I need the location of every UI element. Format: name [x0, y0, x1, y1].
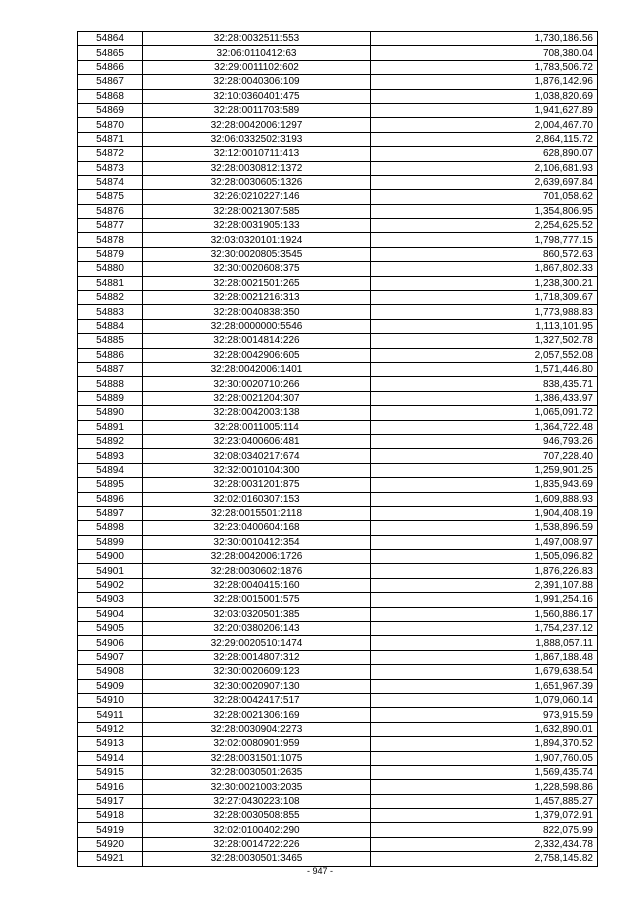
row-number-cell: 54882 — [78, 291, 143, 305]
table-row — [78, 449, 598, 463]
value-cell: 1,783,506.72 — [371, 60, 598, 74]
cadastral-number-cell: 32:28:0014722:226 — [143, 837, 371, 851]
row-number-cell: 54917 — [78, 794, 143, 808]
table-row — [78, 161, 598, 175]
table-row — [78, 391, 598, 405]
table-row — [78, 319, 598, 333]
cadastral-number-cell: 32:30:0020805:3545 — [143, 247, 371, 261]
row-number-cell: 54918 — [78, 809, 143, 823]
value-cell: 1,632,890.01 — [371, 722, 598, 736]
table-row — [78, 406, 598, 420]
row-number-cell: 54874 — [78, 175, 143, 189]
cadastral-number-cell: 32:28:0040306:109 — [143, 75, 371, 89]
value-cell: 2,864,115.72 — [371, 132, 598, 146]
row-number-cell: 54869 — [78, 103, 143, 117]
cadastral-number-cell: 32:23:0400606:481 — [143, 434, 371, 448]
cadastral-number-cell: 32:28:0000000:5546 — [143, 319, 371, 333]
value-cell: 2,254,625.52 — [371, 219, 598, 233]
row-number-cell: 54910 — [78, 693, 143, 707]
cadastral-number-cell: 32:30:0020609:123 — [143, 665, 371, 679]
table-row — [78, 535, 598, 549]
table-row — [78, 276, 598, 290]
value-cell: 1,876,142.96 — [371, 75, 598, 89]
value-cell: 1,560,886.17 — [371, 607, 598, 621]
value-cell: 1,259,901.25 — [371, 463, 598, 477]
page-number: - 947 - — [306, 866, 333, 876]
row-number-cell: 54886 — [78, 348, 143, 362]
row-number-cell: 54877 — [78, 219, 143, 233]
cadastral-number-cell: 32:28:0042006:1726 — [143, 550, 371, 564]
table-row — [78, 794, 598, 808]
row-number-cell: 54899 — [78, 535, 143, 549]
table-row — [78, 103, 598, 117]
table-row — [78, 75, 598, 89]
table-row — [78, 175, 598, 189]
cadastral-number-cell: 32:30:0010412:354 — [143, 535, 371, 549]
cadastral-number-cell: 32:28:0031201:875 — [143, 478, 371, 492]
row-number-cell: 54921 — [78, 852, 143, 866]
table-row — [78, 32, 598, 46]
row-number-cell: 54879 — [78, 247, 143, 261]
table-row — [78, 60, 598, 74]
table-body — [78, 32, 598, 867]
cadastral-number-cell: 32:20:0380206:143 — [143, 622, 371, 636]
cadastral-number-cell: 32:32:0010104:300 — [143, 463, 371, 477]
value-cell: 1,609,888.93 — [371, 492, 598, 506]
table-row — [78, 118, 598, 132]
table-row — [78, 334, 598, 348]
cadastral-number-cell: 32:27:0430223:108 — [143, 794, 371, 808]
cadastral-number-cell: 32:28:0031905:133 — [143, 219, 371, 233]
cadastral-number-cell: 32:28:0011703:589 — [143, 103, 371, 117]
table-row — [78, 679, 598, 693]
table-row — [78, 823, 598, 837]
row-number-cell: 54867 — [78, 75, 143, 89]
cadastral-number-cell: 32:28:0021307:585 — [143, 204, 371, 218]
cadastral-number-cell: 32:28:0030812:1372 — [143, 161, 371, 175]
row-number-cell: 54878 — [78, 233, 143, 247]
table-row — [78, 46, 598, 60]
value-cell: 1,065,091.72 — [371, 406, 598, 420]
row-number-cell: 54864 — [78, 32, 143, 46]
table-row — [78, 247, 598, 261]
value-cell: 1,730,186.56 — [371, 32, 598, 46]
cadastral-number-cell: 32:28:0030501:3465 — [143, 852, 371, 866]
table-row — [78, 693, 598, 707]
table-row — [78, 434, 598, 448]
value-cell: 1,867,188.48 — [371, 650, 598, 664]
row-number-cell: 54866 — [78, 60, 143, 74]
row-number-cell: 54914 — [78, 751, 143, 765]
value-cell: 1,754,237.12 — [371, 622, 598, 636]
table-row — [78, 636, 598, 650]
table-row — [78, 478, 598, 492]
table-row — [78, 722, 598, 736]
value-cell: 2,332,434.78 — [371, 837, 598, 851]
value-cell: 973,915.59 — [371, 708, 598, 722]
value-cell: 1,379,072.91 — [371, 809, 598, 823]
value-cell: 860,572.63 — [371, 247, 598, 261]
table-row — [78, 521, 598, 535]
table-row — [78, 233, 598, 247]
table-row — [78, 607, 598, 621]
value-cell: 1,941,627.89 — [371, 103, 598, 117]
cadastral-number-cell: 32:06:0332502:3193 — [143, 132, 371, 146]
value-cell: 2,004,467.70 — [371, 118, 598, 132]
value-cell: 1,835,943.69 — [371, 478, 598, 492]
row-number-cell: 54904 — [78, 607, 143, 621]
row-number-cell: 54905 — [78, 622, 143, 636]
table-row — [78, 305, 598, 319]
row-number-cell: 54907 — [78, 650, 143, 664]
value-cell: 946,793.26 — [371, 434, 598, 448]
row-number-cell: 54870 — [78, 118, 143, 132]
row-number-cell: 54901 — [78, 564, 143, 578]
cadastral-number-cell: 32:28:0040415:160 — [143, 578, 371, 592]
row-number-cell: 54906 — [78, 636, 143, 650]
row-number-cell: 54887 — [78, 362, 143, 376]
row-number-cell: 54893 — [78, 449, 143, 463]
cadastral-number-cell: 32:30:0020907:130 — [143, 679, 371, 693]
table-row — [78, 708, 598, 722]
cadastral-number-cell: 32:08:0340217:674 — [143, 449, 371, 463]
cadastral-number-cell: 32:28:0042006:1401 — [143, 362, 371, 376]
row-number-cell: 54885 — [78, 334, 143, 348]
value-cell: 707,228.40 — [371, 449, 598, 463]
row-number-cell: 54920 — [78, 837, 143, 851]
value-cell: 1,354,806.95 — [371, 204, 598, 218]
row-number-cell: 54898 — [78, 521, 143, 535]
cadastral-number-cell: 32:28:0015001:575 — [143, 593, 371, 607]
cadastral-number-cell: 32:30:0020608:375 — [143, 262, 371, 276]
row-number-cell: 54903 — [78, 593, 143, 607]
row-number-cell: 54916 — [78, 780, 143, 794]
table-row — [78, 492, 598, 506]
row-number-cell: 54875 — [78, 190, 143, 204]
value-cell: 1,113,101.95 — [371, 319, 598, 333]
value-cell: 1,991,254.16 — [371, 593, 598, 607]
value-cell: 1,907,760.05 — [371, 751, 598, 765]
cadastral-number-cell: 32:28:0042006:1297 — [143, 118, 371, 132]
value-cell: 1,364,722.48 — [371, 420, 598, 434]
table-row — [78, 132, 598, 146]
row-number-cell: 54919 — [78, 823, 143, 837]
row-number-cell: 54868 — [78, 89, 143, 103]
value-cell: 1,718,309.67 — [371, 291, 598, 305]
value-cell: 2,391,107.88 — [371, 578, 598, 592]
cadastral-number-cell: 32:28:0021501:265 — [143, 276, 371, 290]
row-number-cell: 54891 — [78, 420, 143, 434]
cadastral-number-cell: 32:28:0021306:169 — [143, 708, 371, 722]
table-row — [78, 420, 598, 434]
value-cell: 1,569,435.74 — [371, 765, 598, 779]
row-number-cell: 54912 — [78, 722, 143, 736]
row-number-cell: 54892 — [78, 434, 143, 448]
table-row — [78, 262, 598, 276]
table-row — [78, 362, 598, 376]
table-row — [78, 765, 598, 779]
table-row — [78, 204, 598, 218]
table-row — [78, 852, 598, 866]
cadastral-number-cell: 32:10:0360401:475 — [143, 89, 371, 103]
cadastral-value-table — [77, 31, 598, 867]
cadastral-number-cell: 32:06:0110412:63 — [143, 46, 371, 60]
row-number-cell: 54896 — [78, 492, 143, 506]
table-row — [78, 809, 598, 823]
table-row — [78, 650, 598, 664]
cadastral-number-cell: 32:28:0030904:2273 — [143, 722, 371, 736]
cadastral-number-cell: 32:28:0011005:114 — [143, 420, 371, 434]
cadastral-number-cell: 32:02:0160307:153 — [143, 492, 371, 506]
cadastral-number-cell: 32:28:0042417:517 — [143, 693, 371, 707]
value-cell: 701,058.62 — [371, 190, 598, 204]
value-cell: 1,538,896.59 — [371, 521, 598, 535]
cadastral-number-cell: 32:02:0080901:959 — [143, 737, 371, 751]
table-row — [78, 219, 598, 233]
row-number-cell: 54884 — [78, 319, 143, 333]
row-number-cell: 54872 — [78, 147, 143, 161]
value-cell: 838,435.71 — [371, 377, 598, 391]
row-number-cell: 54897 — [78, 506, 143, 520]
row-number-cell: 54908 — [78, 665, 143, 679]
row-number-cell: 54895 — [78, 478, 143, 492]
cadastral-number-cell: 32:29:0020510:1474 — [143, 636, 371, 650]
value-cell: 708,380.04 — [371, 46, 598, 60]
value-cell: 1,904,408.19 — [371, 506, 598, 520]
cadastral-number-cell: 32:02:0100402:290 — [143, 823, 371, 837]
cadastral-number-cell: 32:28:0030501:2635 — [143, 765, 371, 779]
value-cell: 1,571,446.80 — [371, 362, 598, 376]
cadastral-number-cell: 32:28:0030508:855 — [143, 809, 371, 823]
table-row — [78, 578, 598, 592]
row-number-cell: 54911 — [78, 708, 143, 722]
row-number-cell: 54883 — [78, 305, 143, 319]
value-cell: 1,894,370.52 — [371, 737, 598, 751]
cadastral-number-cell: 32:28:0015501:2118 — [143, 506, 371, 520]
table-row — [78, 593, 598, 607]
cadastral-number-cell: 32:03:0320101:1924 — [143, 233, 371, 247]
cadastral-number-cell: 32:28:0042003:138 — [143, 406, 371, 420]
cadastral-number-cell: 32:28:0032511:553 — [143, 32, 371, 46]
row-number-cell: 54888 — [78, 377, 143, 391]
cadastral-number-cell: 32:30:0021003:2035 — [143, 780, 371, 794]
value-cell: 2,758,145.82 — [371, 852, 598, 866]
cadastral-number-cell: 32:28:0030602:1876 — [143, 564, 371, 578]
cadastral-number-cell: 32:30:0020710:266 — [143, 377, 371, 391]
value-cell: 1,228,598.86 — [371, 780, 598, 794]
table-row — [78, 506, 598, 520]
value-cell: 1,238,300.21 — [371, 276, 598, 290]
value-cell: 1,079,060.14 — [371, 693, 598, 707]
value-cell: 1,497,008.97 — [371, 535, 598, 549]
value-cell: 1,038,820.69 — [371, 89, 598, 103]
value-cell: 1,457,885.27 — [371, 794, 598, 808]
table-row — [78, 291, 598, 305]
table-row — [78, 737, 598, 751]
cadastral-number-cell: 32:29:0011102:602 — [143, 60, 371, 74]
row-number-cell: 54909 — [78, 679, 143, 693]
value-cell: 2,639,697.84 — [371, 175, 598, 189]
table-row — [78, 837, 598, 851]
row-number-cell: 54890 — [78, 406, 143, 420]
value-cell: 1,651,967.39 — [371, 679, 598, 693]
table-row — [78, 377, 598, 391]
row-number-cell: 54902 — [78, 578, 143, 592]
table-row — [78, 564, 598, 578]
cadastral-number-cell: 32:26:0210227:146 — [143, 190, 371, 204]
value-cell: 2,106,681.93 — [371, 161, 598, 175]
cadastral-number-cell: 32:28:0014807:312 — [143, 650, 371, 664]
cadastral-number-cell: 32:23:0400604:168 — [143, 521, 371, 535]
row-number-cell: 54865 — [78, 46, 143, 60]
cadastral-number-cell: 32:12:0010711:413 — [143, 147, 371, 161]
cadastral-number-cell: 32:28:0021204:307 — [143, 391, 371, 405]
row-number-cell: 54873 — [78, 161, 143, 175]
table-row — [78, 622, 598, 636]
table-row — [78, 348, 598, 362]
cadastral-number-cell: 32:28:0021216:313 — [143, 291, 371, 305]
value-cell: 822,075.99 — [371, 823, 598, 837]
value-cell: 1,505,096.82 — [371, 550, 598, 564]
cadastral-number-cell: 32:28:0040838:350 — [143, 305, 371, 319]
value-cell: 628,890.07 — [371, 147, 598, 161]
cadastral-number-cell: 32:03:0320501:385 — [143, 607, 371, 621]
cadastral-number-cell: 32:28:0030605:1326 — [143, 175, 371, 189]
cadastral-number-cell: 32:28:0042906:605 — [143, 348, 371, 362]
table-row — [78, 89, 598, 103]
row-number-cell: 54880 — [78, 262, 143, 276]
table-row — [78, 463, 598, 477]
row-number-cell: 54913 — [78, 737, 143, 751]
row-number-cell: 54881 — [78, 276, 143, 290]
cadastral-number-cell: 32:28:0031501:1075 — [143, 751, 371, 765]
table-row — [78, 190, 598, 204]
value-cell: 1,386,433.97 — [371, 391, 598, 405]
value-cell: 1,867,802.33 — [371, 262, 598, 276]
row-number-cell: 54876 — [78, 204, 143, 218]
value-cell: 1,327,502.78 — [371, 334, 598, 348]
value-cell: 1,679,638.54 — [371, 665, 598, 679]
row-number-cell: 54889 — [78, 391, 143, 405]
row-number-cell: 54900 — [78, 550, 143, 564]
row-number-cell: 54915 — [78, 765, 143, 779]
row-number-cell: 54894 — [78, 463, 143, 477]
table-row — [78, 147, 598, 161]
value-cell: 1,798,777.15 — [371, 233, 598, 247]
value-cell: 2,057,552.08 — [371, 348, 598, 362]
value-cell: 1,876,226.83 — [371, 564, 598, 578]
table-row — [78, 550, 598, 564]
cadastral-number-cell: 32:28:0014814:226 — [143, 334, 371, 348]
value-cell: 1,773,988.83 — [371, 305, 598, 319]
table-row — [78, 665, 598, 679]
table-row — [78, 780, 598, 794]
row-number-cell: 54871 — [78, 132, 143, 146]
table-row — [78, 751, 598, 765]
value-cell: 1,888,057.11 — [371, 636, 598, 650]
